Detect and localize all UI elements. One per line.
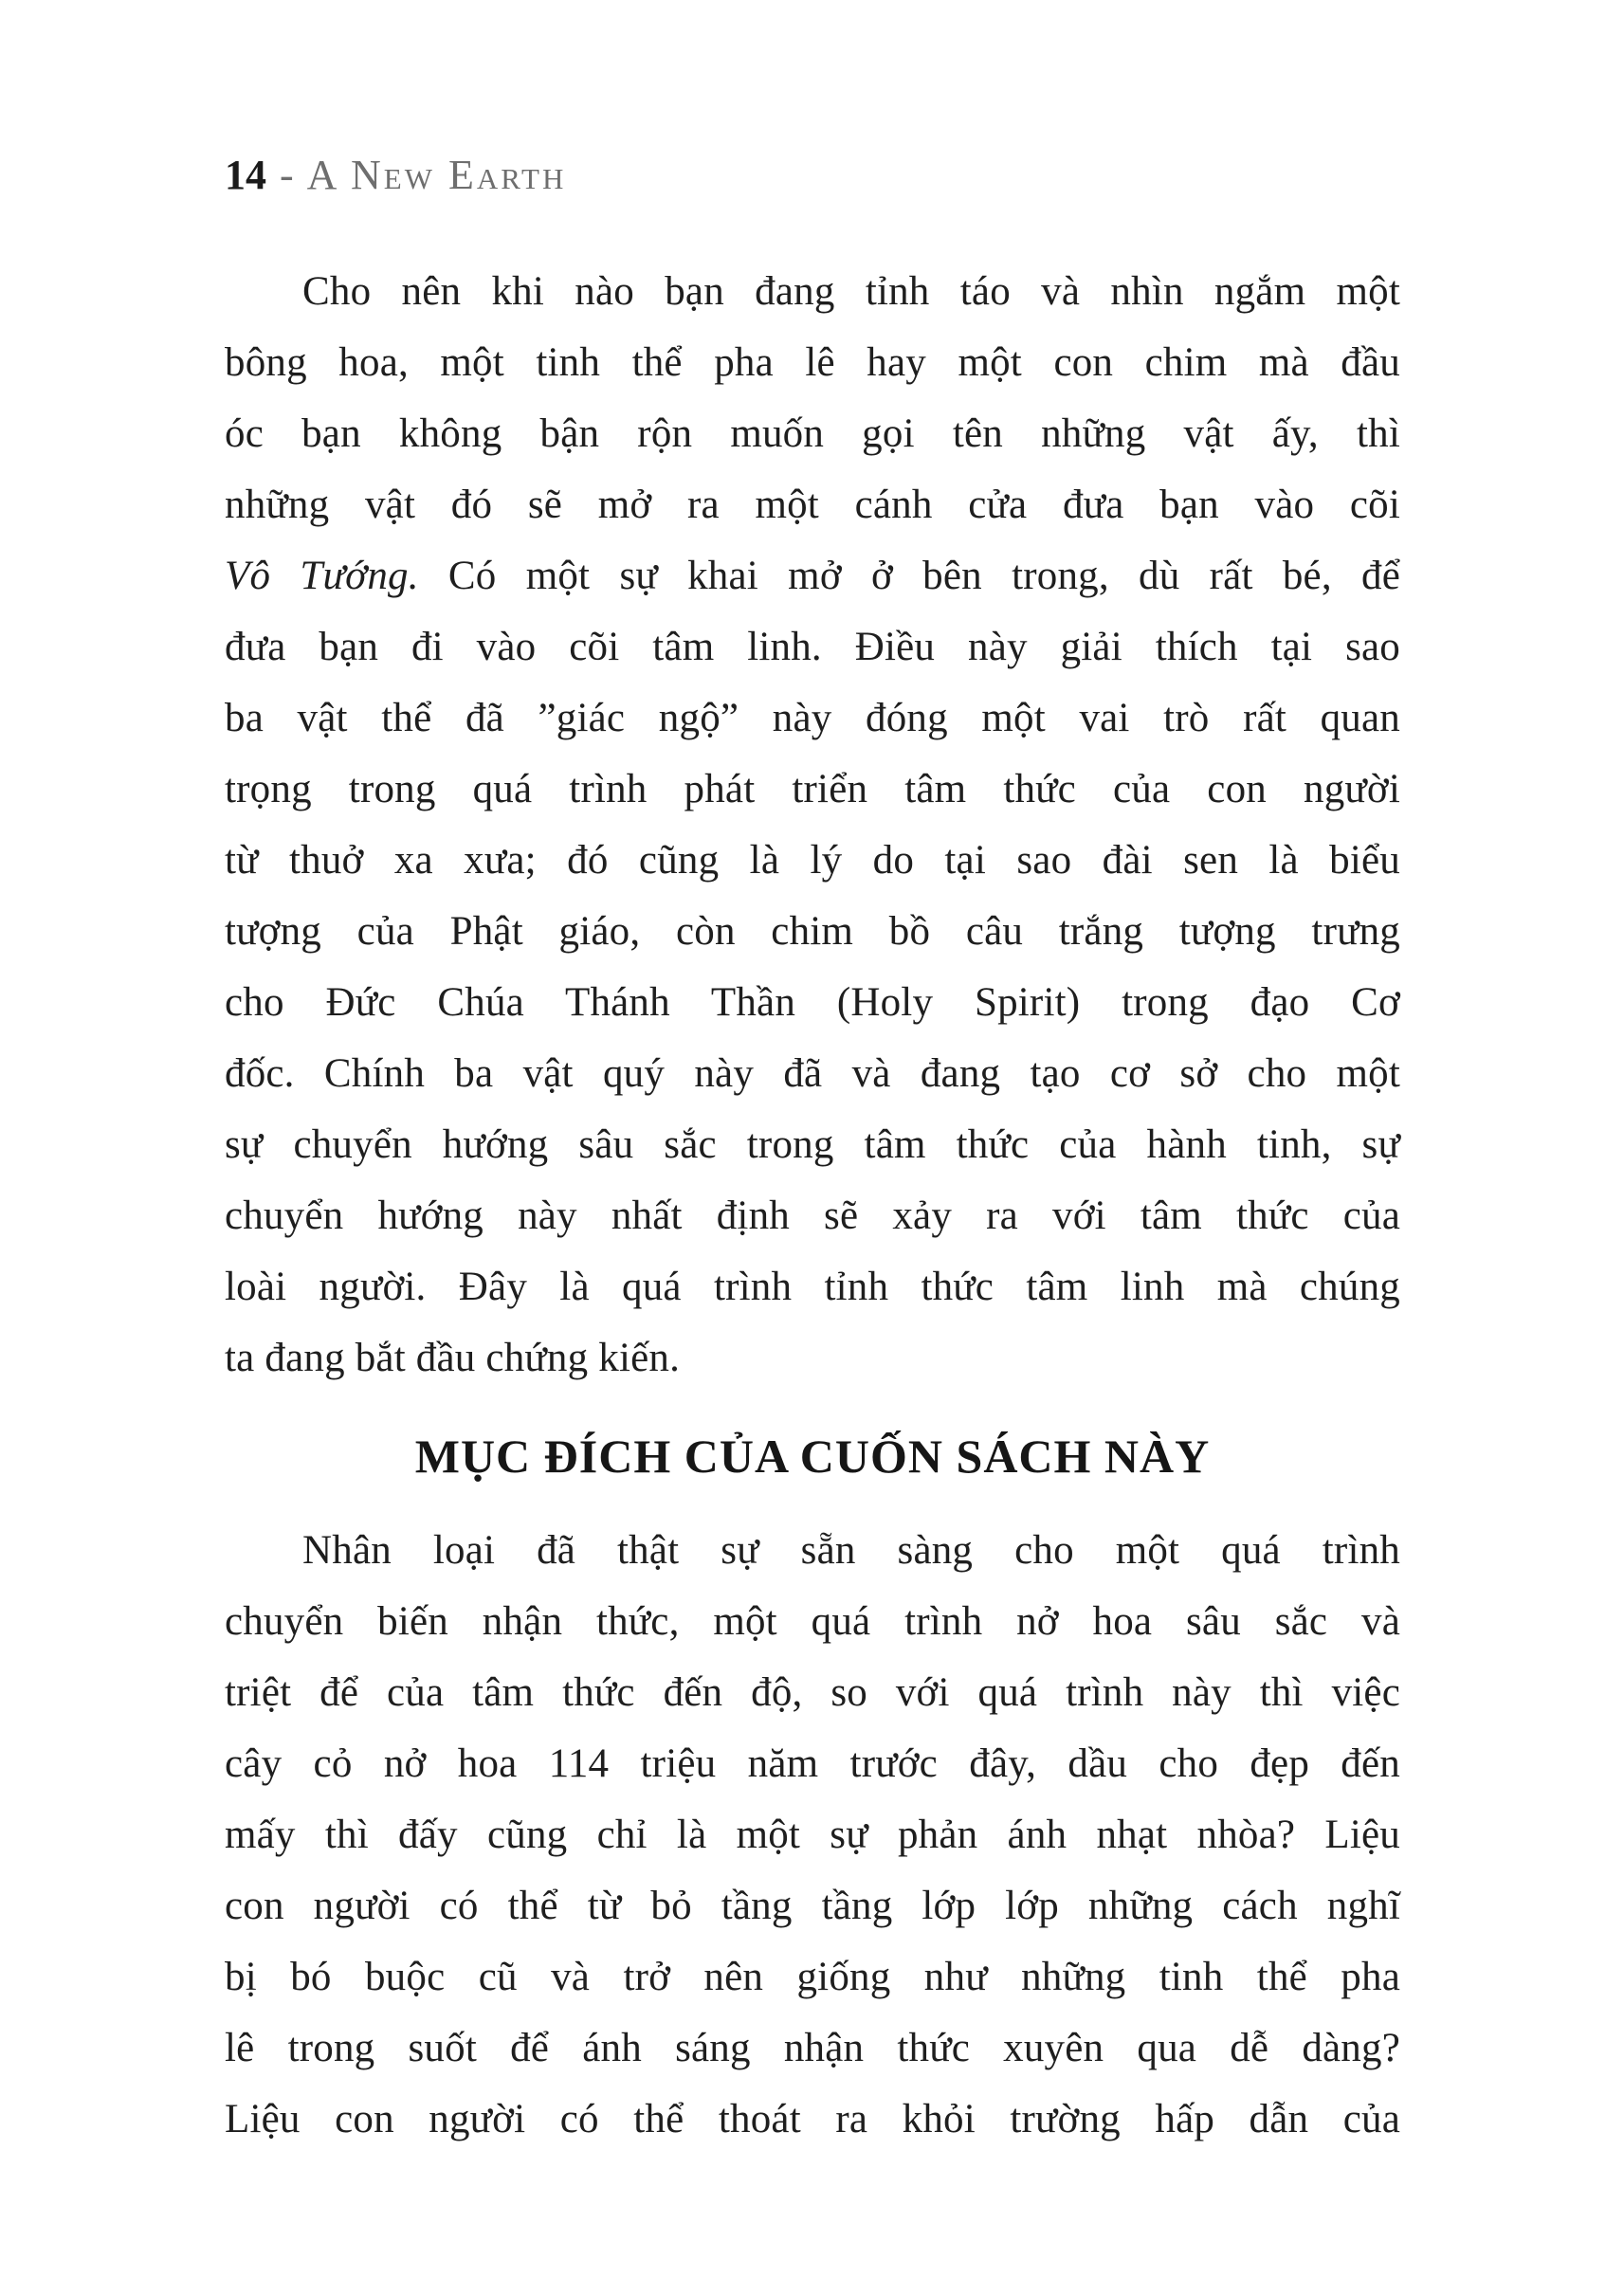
text-line	[225, 1515, 1400, 1586]
running-header	[225, 148, 566, 203]
text-segment: bông hoa, một tinh thể pha lê hay một con chim mà đầu	[225, 340, 1400, 385]
text-line	[225, 683, 1400, 754]
paragraph-1	[225, 256, 1400, 1394]
text-segment: Cho nên khi nào bạn đang tỉnh táo và nhìn ngắm một	[302, 269, 1400, 314]
text-segment: Vô Tướng.	[225, 554, 419, 598]
section-heading: MỤC ĐÍCH CỦA CUỐN SÁCH NÀY	[414, 1430, 1211, 1483]
text-line	[225, 256, 1400, 327]
text-line	[225, 1251, 1400, 1322]
text-line	[225, 1941, 1400, 2013]
text-segment: đưa bạn đi vào cõi tâm linh. Điều này giải thích tại sao	[225, 625, 1400, 669]
header-separator: -	[280, 152, 294, 198]
text-segment: chuyển hướng này nhất định sẽ xảy ra với tâm thức của	[225, 1194, 1400, 1238]
text-segment: ba vật thể đã ”giác ngộ” này đóng một vai trò rất quan	[225, 696, 1400, 740]
page-number: 14	[225, 152, 266, 198]
text-line	[225, 540, 1400, 611]
text-line	[225, 1322, 1400, 1394]
text-line	[225, 2084, 1400, 2155]
text-segment: tượng của Phật giáo, còn chim bồ câu trắng tượng trưng	[225, 909, 1400, 954]
text-segment: đốc. Chính ba vật quý này đã và đang tạo cơ sở cho một	[225, 1051, 1400, 1096]
text-segment: cho Đức Chúa Thánh Thần (Holy Spirit) trong đạo Cơ	[225, 980, 1400, 1025]
text-segment: loài người. Đây là quá trình tỉnh thức tâm linh mà chúng	[225, 1265, 1400, 1309]
text-line	[225, 1657, 1400, 1728]
text-segment: từ thuở xa xưa; đó cũng là lý do tại sao đài sen là biểu	[225, 838, 1400, 883]
paragraph-2	[225, 1515, 1400, 2155]
text-segment: cây cỏ nở hoa 114 triệu năm trước đây, dầu cho đẹp đến	[225, 1741, 1400, 1786]
text-line	[225, 825, 1400, 896]
text-line	[225, 469, 1400, 540]
text-line	[225, 1180, 1400, 1251]
text-segment: Liệu con người có thể thoát ra khỏi trường hấp dẫn của	[225, 2097, 1400, 2141]
text-line	[225, 327, 1400, 398]
text-segment: bị bó buộc cũ và trở nên giống như những tinh thể pha	[225, 1955, 1400, 1999]
text-segment: ta đang bắt đầu chứng kiến.	[225, 1336, 681, 1380]
book-title: A New Earth	[306, 152, 567, 198]
text-line	[225, 967, 1400, 1038]
text-line	[225, 2013, 1400, 2084]
text-line	[225, 896, 1400, 967]
text-segment: trọng trong quá trình phát triển tâm thức của con người	[225, 767, 1400, 811]
text-line	[225, 754, 1400, 825]
text-line	[225, 1586, 1400, 1657]
text-segment: mấy thì đấy cũng chỉ là một sự phản ánh nhạt nhòa? Liệu	[225, 1813, 1400, 1857]
text-line	[225, 611, 1400, 683]
text-segment: con người có thể từ bỏ tầng tầng lớp lớp những cách nghĩ	[225, 1884, 1400, 1928]
text-segment: Nhân loại đã thật sự sẵn sàng cho một quá trình	[302, 1528, 1400, 1573]
text-segment: óc bạn không bận rộn muốn gọi tên những vật ấy, thì	[225, 411, 1400, 456]
text-line	[225, 1109, 1400, 1180]
text-line	[225, 1870, 1400, 1941]
text-line	[225, 1038, 1400, 1109]
text-segment: chuyển biến nhận thức, một quá trình nở hoa sâu sắc và	[225, 1599, 1400, 1644]
text-segment: triệt để của tâm thức đến độ, so với quá trình này thì việc	[225, 1670, 1400, 1715]
text-line	[225, 1799, 1400, 1870]
text-line	[225, 1728, 1400, 1799]
text-segment: những vật đó sẽ mở ra một cánh cửa đưa bạn vào cõi	[225, 483, 1400, 527]
text-segment: sự chuyển hướng sâu sắc trong tâm thức của hành tinh, sự	[225, 1122, 1400, 1167]
text-segment: Có một sự khai mở ở bên trong, dù rất bé, để	[418, 554, 1400, 598]
text-line	[225, 398, 1400, 469]
text-segment: lê trong suốt để ánh sáng nhận thức xuyên qua dễ dàng?	[225, 2026, 1400, 2070]
